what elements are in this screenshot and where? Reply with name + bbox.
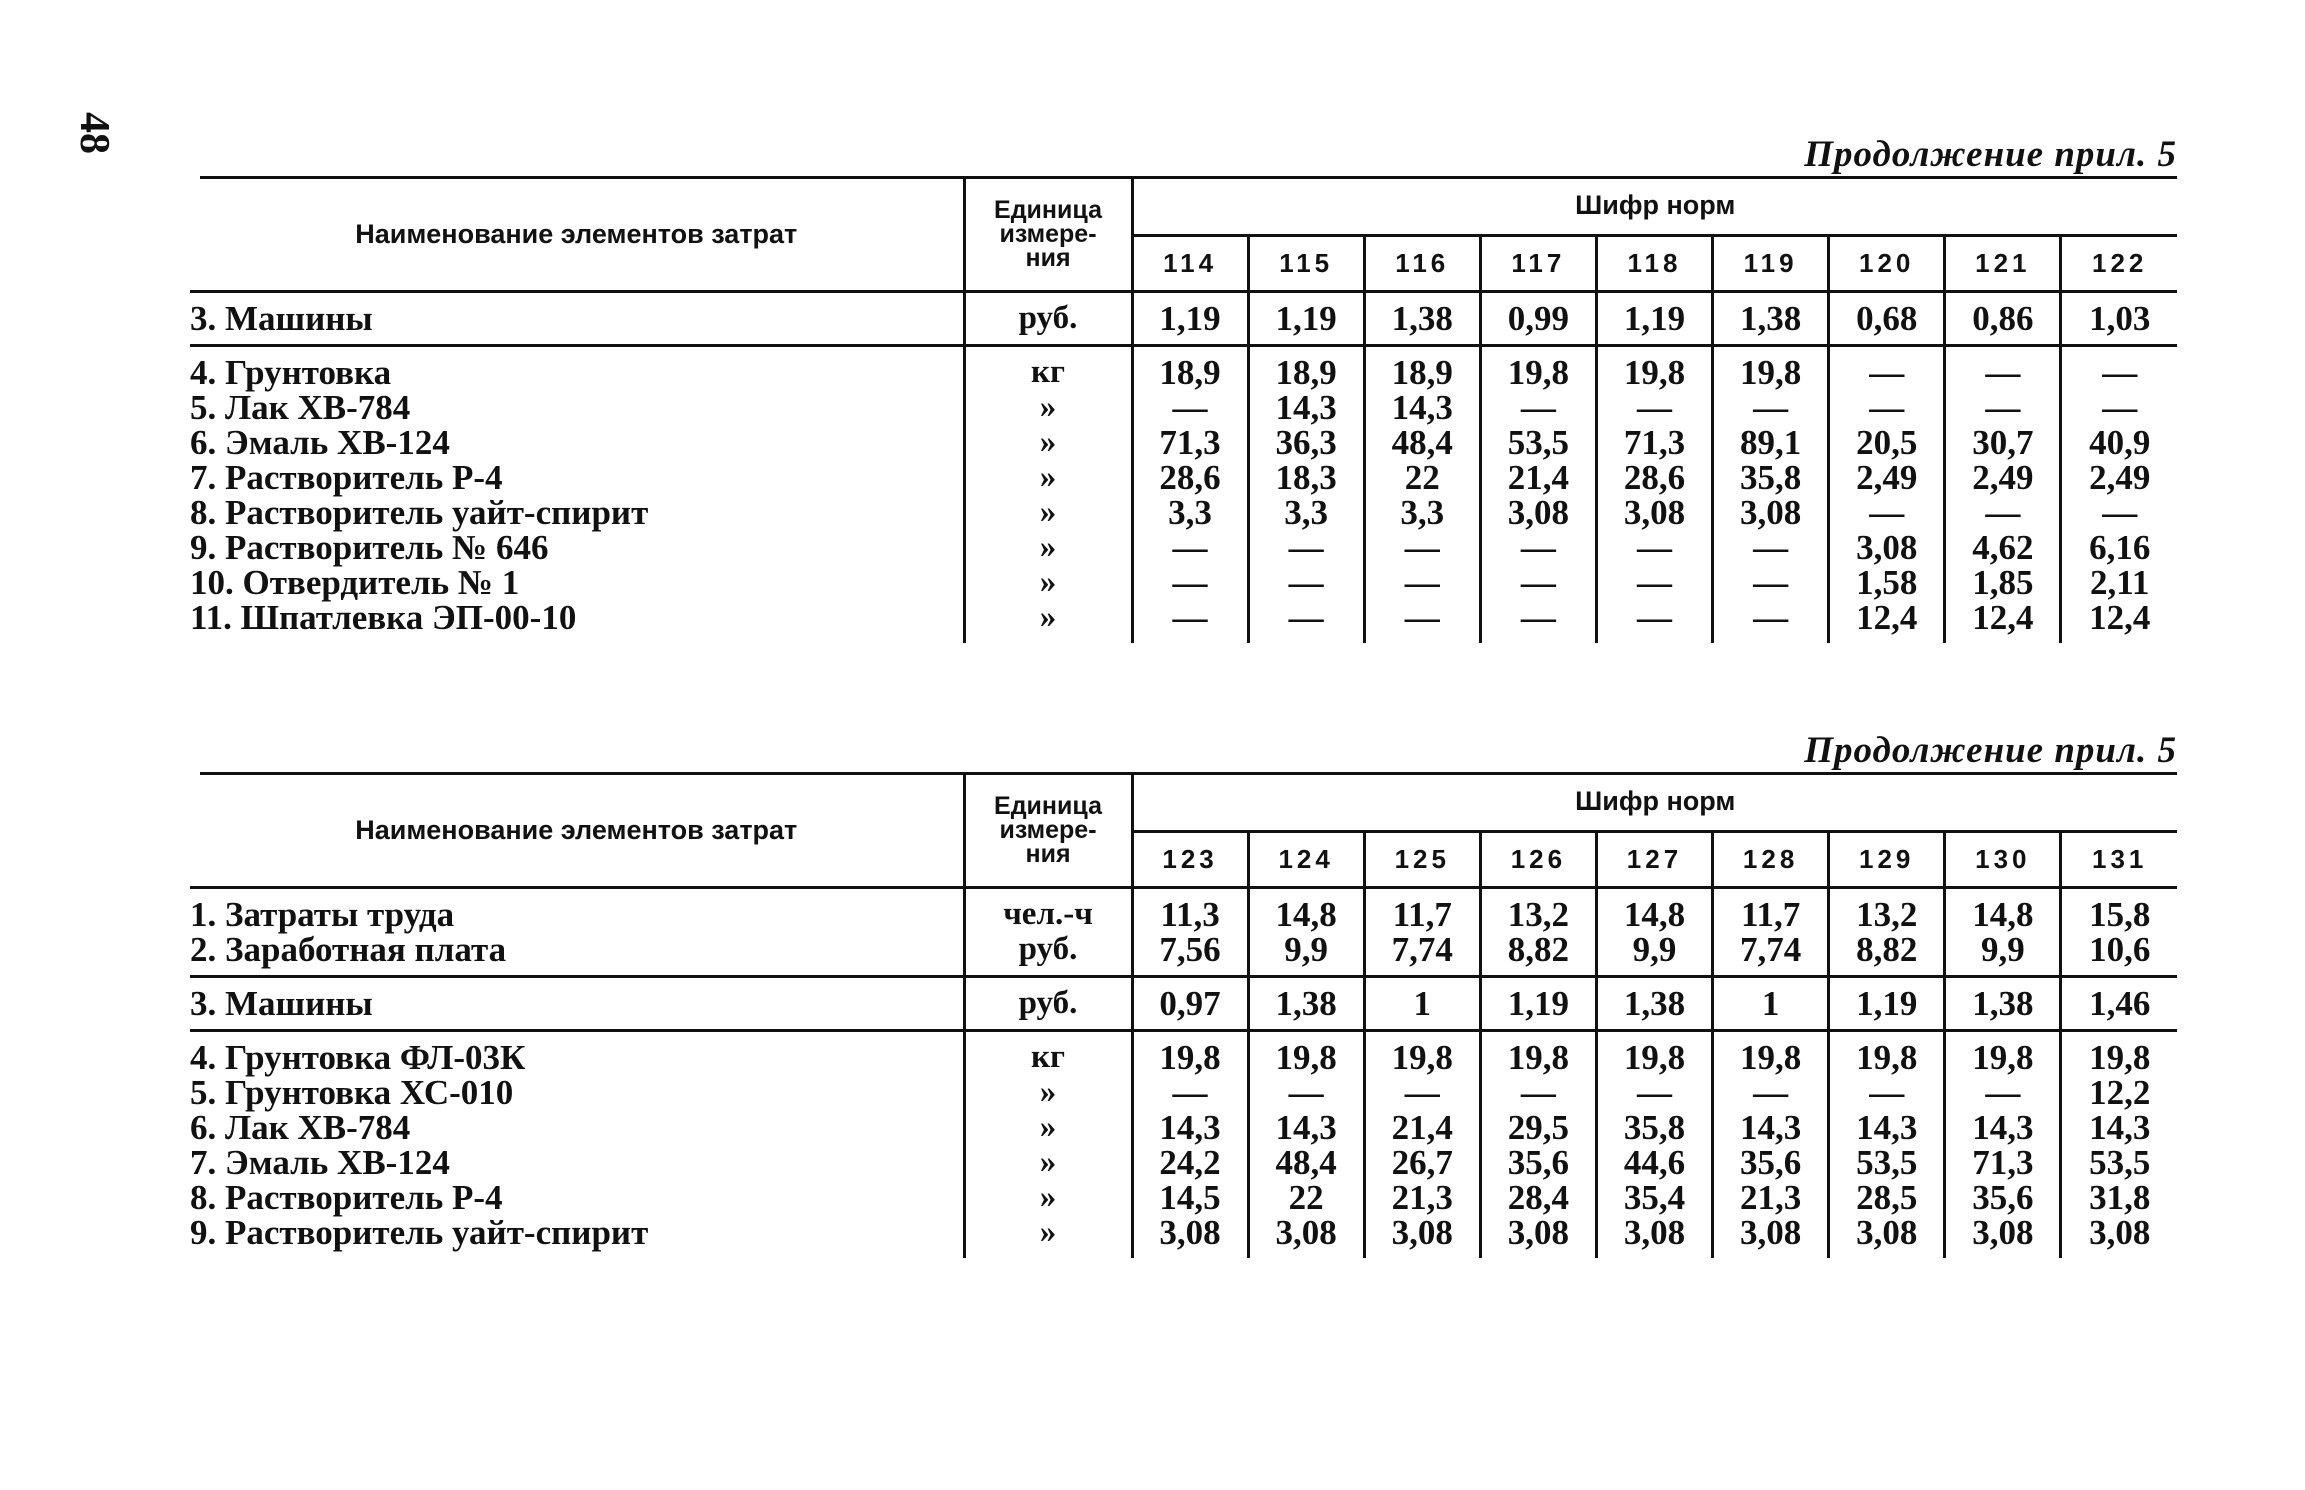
norm-value-column [1596, 1031, 1712, 1259]
norm-value: 2,49 [2089, 458, 2151, 497]
cost-element-name: 1. Затраты труда [190, 895, 455, 934]
row-group [190, 977, 2177, 1031]
norm-value: 21,3 [1739, 1178, 1802, 1217]
norm-value: 21,3 [1391, 1178, 1453, 1217]
norm-value: 1,38 [1275, 984, 1337, 1023]
norm-value: 11,3 [1160, 895, 1220, 934]
norm-value: — [1288, 1073, 1324, 1112]
cost-element-name: 7. Растворитель Р-4 [190, 458, 503, 497]
norm-value-column [1132, 977, 1248, 1031]
norm-value-column [1480, 977, 1596, 1031]
cost-element-name: 10. Отвердитель № 1 [190, 563, 520, 602]
norm-value: 3,08 [1623, 1213, 1686, 1252]
norm-value: 1 [1761, 984, 1780, 1023]
norm-value: — [1288, 598, 1324, 637]
norm-value: 14,3 [1972, 1108, 2034, 1147]
norm-code-header: 120 [1829, 235, 1945, 292]
norm-value: — [1985, 388, 2021, 427]
norm-value-column [1248, 977, 1364, 1031]
norm-value: 35,8 [1623, 1108, 1686, 1147]
norm-value-column [1248, 292, 1364, 346]
norm-value-column [1480, 292, 1596, 346]
norm-value-column [1945, 888, 2061, 977]
cost-element-name: 5. Грунтовка ХС-010 [190, 1073, 514, 1112]
norm-value: — [1753, 388, 1789, 427]
norm-value: 28,6 [1159, 458, 1221, 497]
norm-value: 89,1 [1739, 423, 1802, 462]
norm-value: 29,5 [1507, 1108, 1569, 1147]
norm-value: 3,08 [1275, 1213, 1337, 1252]
norm-value: — [1753, 1073, 1789, 1112]
norm-code-header: 126 [1480, 831, 1596, 888]
norm-value: 1,19 [1856, 984, 1918, 1023]
norm-code-header: 128 [1713, 831, 1829, 888]
norm-code-header: 114 [1132, 235, 1248, 292]
table-1-caption: Продолжение прил. 5 [1804, 134, 2177, 175]
norm-code-header: 131 [2061, 831, 2177, 888]
norm-value: — [2102, 353, 2138, 392]
norm-value: 9,9 [1980, 930, 2025, 969]
norm-value: 12,2 [2089, 1073, 2151, 1112]
norm-value-column [1132, 1031, 1248, 1259]
norm-value: 2,49 [1972, 458, 2034, 497]
norm-value: 8,82 [1507, 930, 1569, 969]
norm-value: 11,7 [1740, 895, 1801, 934]
norm-value-column [1945, 1031, 2061, 1259]
norm-value: 7,74 [1391, 930, 1453, 969]
norm-value-column [1364, 977, 1480, 1031]
norm-value: — [1636, 1073, 1672, 1112]
norm-value: 18,9 [1159, 353, 1221, 392]
cost-element-name: 11. Шпатлевка ЭП-00-10 [190, 598, 577, 637]
norm-value: 19,8 [1972, 1038, 2034, 1077]
norm-value: 3,3 [1400, 493, 1445, 532]
norm-value: 1,38 [1623, 984, 1686, 1023]
unit-of-measure: » [1039, 494, 1057, 530]
unit-column-header: Единица измере- ния [964, 774, 1132, 888]
norm-value: 40,9 [2089, 423, 2151, 462]
cost-element-name: 3. Машины [190, 299, 373, 338]
norm-value: 4,62 [1972, 528, 2034, 567]
norm-value: — [1636, 563, 1672, 602]
norm-value-column [2061, 346, 2177, 644]
norm-value-column [1713, 292, 1829, 346]
norm-value: 14,3 [1275, 1108, 1337, 1147]
norm-value-column [2061, 292, 2177, 346]
unit-of-measure: » [1039, 389, 1057, 425]
unit-of-measure: » [1039, 564, 1057, 600]
norm-value-column [1829, 346, 1945, 644]
norm-value: 1,38 [1972, 984, 2034, 1023]
norm-value: 13,2 [1507, 895, 1569, 934]
unit-values [964, 888, 1132, 977]
cost-element-name: 9. Растворитель уайт-спирит [190, 1213, 649, 1252]
unit-of-measure: » [1039, 1179, 1057, 1215]
norm-value: — [1172, 563, 1208, 602]
norm-value-column [1829, 292, 1945, 346]
norm-value-column [1132, 292, 1248, 346]
norm-value: 53,5 [1507, 423, 1569, 462]
norm-value: — [1753, 598, 1789, 637]
norm-value-column [1713, 977, 1829, 1031]
norm-value: 24,2 [1159, 1143, 1221, 1182]
cost-element-names [190, 977, 964, 1031]
norm-value: 30,7 [1972, 423, 2034, 462]
norm-code-header: 115 [1248, 235, 1364, 292]
norm-value: — [1636, 598, 1672, 637]
norm-value: — [1172, 388, 1208, 427]
codes-group-header: Шифр норм [1132, 178, 2177, 235]
norm-value: 35,6 [1739, 1143, 1802, 1182]
norm-value: 10,6 [2089, 930, 2151, 969]
norm-value: — [1520, 1073, 1556, 1112]
norm-value: 19,8 [1391, 1038, 1453, 1077]
cost-element-names [190, 888, 964, 977]
norm-value: 1,38 [1739, 299, 1802, 338]
norm-value: — [1869, 493, 1905, 532]
norm-value: 18,3 [1275, 458, 1337, 497]
norm-value: 35,4 [1623, 1178, 1686, 1217]
norm-value: 71,3 [1623, 423, 1686, 462]
norm-value: 3,3 [1284, 493, 1329, 532]
norm-code-header: 116 [1364, 235, 1480, 292]
row-group [190, 1031, 2177, 1259]
norm-value: — [1753, 563, 1789, 602]
norm-value-column [1248, 1031, 1364, 1259]
cost-element-name: 3. Машины [190, 984, 373, 1023]
norm-value: 19,8 [1623, 1038, 1686, 1077]
norm-value-column [1945, 977, 2061, 1031]
norm-value: 19,8 [1856, 1038, 1918, 1077]
norm-value-column [1829, 1031, 1945, 1259]
norm-code-header: 124 [1248, 831, 1364, 888]
norm-value: 12,4 [2089, 598, 2151, 637]
norm-code-header: 129 [1829, 831, 1945, 888]
name-column-header: Наименование элементов затрат [190, 178, 964, 292]
norm-value-column [1596, 292, 1712, 346]
unit-column-header: Единица измере- ния [964, 178, 1132, 292]
norm-value: — [2102, 388, 2138, 427]
norm-value-column [1480, 888, 1596, 977]
norm-value: — [1869, 1073, 1905, 1112]
norm-value: 1,03 [2089, 299, 2151, 338]
unit-values [964, 1031, 1132, 1259]
unit-values [964, 346, 1132, 644]
norm-value: 1,58 [1856, 563, 1918, 602]
norm-value-column [1132, 888, 1248, 977]
cost-element-name: 4. Грунтовка ФЛ-03К [190, 1038, 526, 1077]
norm-value: 14,3 [1739, 1108, 1802, 1147]
norm-value-column [1248, 888, 1364, 977]
norm-value: 15,8 [2089, 895, 2151, 934]
cost-element-name: 9. Растворитель № 646 [190, 528, 549, 567]
row-group [190, 292, 2177, 346]
norm-value: — [1172, 598, 1208, 637]
norm-value: 1,19 [1507, 984, 1569, 1023]
cost-element-names [190, 1031, 964, 1259]
cost-element-name: 8. Растворитель уайт-спирит [190, 493, 649, 532]
norm-value: 3,08 [1739, 493, 1802, 532]
unit-of-measure: руб. [1018, 300, 1078, 336]
norm-value: 11,7 [1392, 895, 1452, 934]
norm-value: — [1985, 1073, 2021, 1112]
norm-value: 19,8 [1739, 353, 1802, 392]
norm-code-header: 130 [1945, 831, 2061, 888]
unit-of-measure: кг [1031, 354, 1065, 390]
norm-value: 28,6 [1623, 458, 1686, 497]
norm-value: 35,8 [1739, 458, 1802, 497]
unit-of-measure: руб. [1018, 985, 1078, 1021]
norm-value: 14,3 [1275, 388, 1337, 427]
norm-value: 28,4 [1507, 1178, 1569, 1217]
norm-value: 14,3 [1391, 388, 1453, 427]
norm-value: 3,08 [1972, 1213, 2034, 1252]
row-group [190, 888, 2177, 977]
norm-value: 14,3 [2089, 1108, 2151, 1147]
norm-value: 1 [1413, 984, 1432, 1023]
norm-value: 18,9 [1391, 353, 1453, 392]
norm-code-header: 119 [1713, 235, 1829, 292]
norm-value: — [1869, 353, 1905, 392]
table-body [190, 292, 2177, 644]
unit-values [964, 977, 1132, 1031]
norm-code-header: 122 [2061, 235, 2177, 292]
norm-value: 19,8 [1739, 1038, 1802, 1077]
norm-value: 14,3 [1159, 1108, 1221, 1147]
norm-value: 0,97 [1159, 984, 1221, 1023]
unit-of-measure: » [1039, 1109, 1057, 1145]
norm-value-column [1248, 346, 1364, 644]
norm-value: 3,08 [1623, 493, 1686, 532]
norm-value: 3,08 [1391, 1213, 1453, 1252]
norm-value-column [1596, 977, 1712, 1031]
norm-value-column [1480, 1031, 1596, 1259]
cost-element-name: 7. Эмаль ХВ-124 [190, 1143, 450, 1182]
norm-code-header: 118 [1596, 235, 1712, 292]
norm-value: 12,4 [1856, 598, 1918, 637]
norm-value: 14,3 [1856, 1108, 1918, 1147]
cost-element-names [190, 346, 964, 644]
norm-value: — [1404, 1073, 1440, 1112]
name-column-header: Наименование элементов затрат [190, 774, 964, 888]
norm-value-column [1596, 346, 1712, 644]
norm-value: — [1404, 563, 1440, 602]
page-number: 48 [71, 112, 117, 154]
norm-value-column [1364, 292, 1480, 346]
norm-value-column [1713, 888, 1829, 977]
norm-code-header: 125 [1364, 831, 1480, 888]
unit-of-measure: » [1039, 529, 1057, 565]
norm-value: 44,6 [1623, 1143, 1686, 1182]
norm-value: 3,08 [1856, 528, 1918, 567]
norm-value: 21,4 [1507, 458, 1569, 497]
unit-of-measure: » [1039, 459, 1057, 495]
norm-value: 71,3 [1972, 1143, 2034, 1182]
unit-of-measure: » [1039, 1074, 1057, 1110]
unit-of-measure: » [1039, 599, 1057, 635]
cost-element-name: 8. Растворитель Р-4 [190, 1178, 503, 1217]
norm-value: — [1520, 388, 1556, 427]
norm-value: 22 [1288, 1178, 1324, 1217]
norm-value: — [1172, 1073, 1208, 1112]
cost-element-name: 4. Грунтовка [190, 353, 392, 392]
norm-value: 48,4 [1275, 1143, 1337, 1182]
unit-of-measure: » [1039, 424, 1057, 460]
norm-value: — [1869, 388, 1905, 427]
norm-value-column [1829, 977, 1945, 1031]
norm-value-column [1596, 888, 1712, 977]
cost-element-name: 6. Лак ХВ-784 [190, 1108, 411, 1147]
norm-value-column [1713, 1031, 1829, 1259]
norm-value: 3,08 [2089, 1213, 2151, 1252]
norm-value: 14,8 [1275, 895, 1337, 934]
norm-value: — [1520, 598, 1556, 637]
norm-value: 9,9 [1632, 930, 1677, 969]
norm-value: 3,08 [1507, 1213, 1569, 1252]
norm-value: 53,5 [2089, 1143, 2151, 1182]
cost-element-names [190, 292, 964, 346]
norm-code-header: 123 [1132, 831, 1248, 888]
unit-of-measure: руб. [1018, 931, 1078, 967]
norm-code-header: 121 [1945, 235, 2061, 292]
unit-of-measure: чел.-ч [1003, 896, 1093, 932]
norm-value: 28,5 [1856, 1178, 1918, 1217]
norms-table-2 [190, 774, 2177, 1258]
norm-value: 2,49 [1856, 458, 1918, 497]
norm-value-column [2061, 977, 2177, 1031]
norm-value: 3,08 [1856, 1213, 1918, 1252]
unit-of-measure: » [1039, 1144, 1057, 1180]
norm-value: — [2102, 493, 2138, 532]
norm-value: 0,68 [1856, 299, 1918, 338]
norm-value: 53,5 [1856, 1143, 1918, 1182]
norm-value-column [1364, 888, 1480, 977]
norm-value: 13,2 [1856, 895, 1918, 934]
norm-value: 14,5 [1159, 1178, 1221, 1217]
norm-value: 35,6 [1972, 1178, 2034, 1217]
norm-value: 2,11 [2090, 563, 2150, 602]
norm-value: 18,9 [1275, 353, 1337, 392]
norm-value: 19,8 [1507, 353, 1569, 392]
norm-value: — [1404, 598, 1440, 637]
norms-table-1 [190, 178, 2177, 643]
norm-code-header: 117 [1480, 235, 1596, 292]
norm-value: — [1753, 528, 1789, 567]
norm-value: — [1288, 528, 1324, 567]
norm-value: — [1288, 563, 1324, 602]
norm-value: 19,8 [1623, 353, 1686, 392]
table-body [190, 888, 2177, 1259]
norm-value-column [1132, 346, 1248, 644]
norm-value: 19,8 [1275, 1038, 1337, 1077]
norm-value: — [1404, 528, 1440, 567]
norm-value: 19,8 [2089, 1038, 2151, 1077]
norm-value: 36,3 [1275, 423, 1337, 462]
norm-value-column [1945, 292, 2061, 346]
norm-value: 1,19 [1275, 299, 1337, 338]
norm-value: 48,4 [1391, 423, 1453, 462]
norm-value: 22 [1404, 458, 1440, 497]
norm-value: 1,46 [2089, 984, 2151, 1023]
unit-of-measure: » [1039, 1214, 1057, 1250]
norm-value: — [1520, 528, 1556, 567]
norm-value-column [1713, 346, 1829, 644]
norm-value: — [1985, 493, 2021, 532]
norm-value: 7,56 [1159, 930, 1221, 969]
norm-value: 71,3 [1159, 423, 1221, 462]
norm-value: — [1636, 388, 1672, 427]
norm-value-column [1945, 346, 2061, 644]
norm-code-header: 127 [1596, 831, 1712, 888]
norm-value: 14,8 [1972, 895, 2034, 934]
cost-element-name: 5. Лак ХВ-784 [190, 388, 411, 427]
row-group [190, 346, 2177, 644]
cost-element-name: 2. Заработная плата [190, 930, 507, 969]
table-2-caption: Продолжение прил. 5 [1804, 730, 2177, 771]
norm-value: 9,9 [1284, 930, 1329, 969]
norm-value: 21,4 [1391, 1108, 1453, 1147]
norm-value-column [1364, 1031, 1480, 1259]
norm-value: — [1636, 528, 1672, 567]
norm-value: 1,85 [1972, 563, 2034, 602]
norm-value: 20,5 [1856, 423, 1918, 462]
norm-value: — [1520, 563, 1556, 602]
norm-value: 1,19 [1159, 299, 1221, 338]
norm-value: 31,8 [2089, 1178, 2151, 1217]
norm-value: 3,3 [1168, 493, 1212, 532]
norm-value: 19,8 [1159, 1038, 1221, 1077]
norm-value-column [2061, 1031, 2177, 1259]
norm-value: 8,82 [1856, 930, 1918, 969]
norm-value: 3,08 [1159, 1213, 1221, 1252]
norm-value: 3,08 [1739, 1213, 1802, 1252]
norm-value-column [1364, 346, 1480, 644]
norm-value: 7,74 [1739, 930, 1802, 969]
norm-value: 0,86 [1972, 299, 2034, 338]
norm-value: 35,6 [1507, 1143, 1569, 1182]
norm-value: 3,08 [1507, 493, 1569, 532]
norm-value: — [1172, 528, 1208, 567]
norm-value: 1,19 [1623, 299, 1686, 338]
norm-value: 19,8 [1507, 1038, 1569, 1077]
norm-value: 14,8 [1623, 895, 1686, 934]
norm-value: 6,16 [2089, 528, 2151, 567]
norm-value-column [2061, 888, 2177, 977]
unit-values [964, 292, 1132, 346]
norm-value: — [1985, 353, 2021, 392]
codes-group-header: Шифр норм [1132, 774, 2177, 831]
norm-value-column [1480, 346, 1596, 644]
unit-of-measure: кг [1031, 1039, 1065, 1075]
norm-value: 0,99 [1507, 299, 1569, 338]
norm-value-column [1829, 888, 1945, 977]
norm-value: 1,38 [1391, 299, 1453, 338]
norm-value: 12,4 [1972, 598, 2034, 637]
cost-element-name: 6. Эмаль ХВ-124 [190, 423, 450, 462]
norm-value: 26,7 [1391, 1143, 1453, 1182]
